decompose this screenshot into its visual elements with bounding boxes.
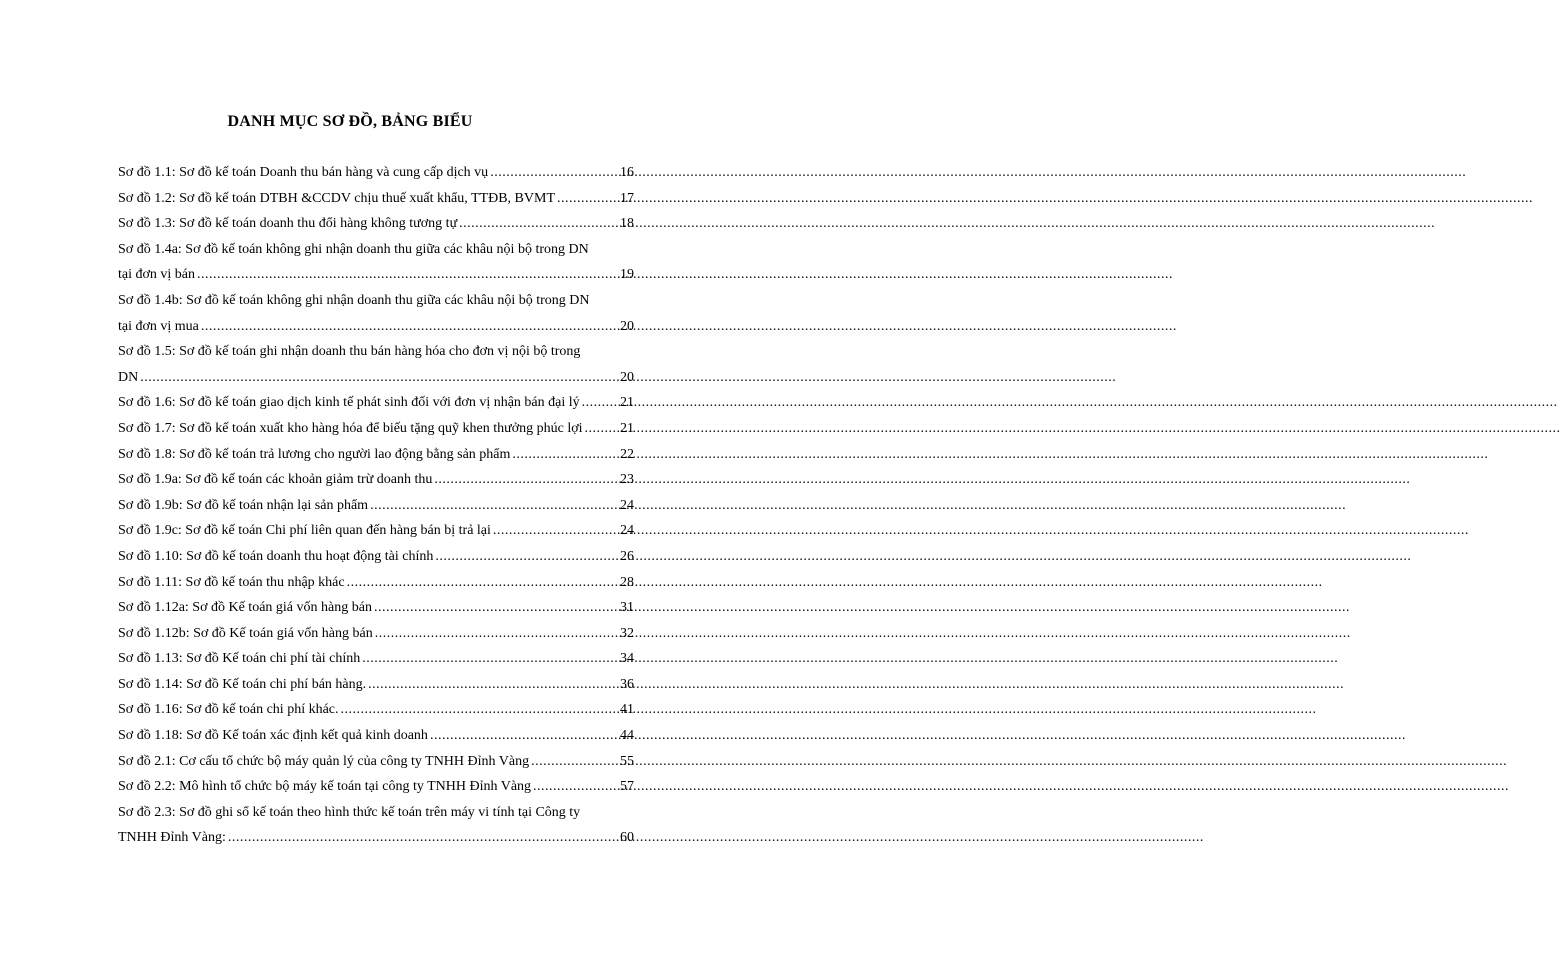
toc-entry: [118, 467, 634, 493]
toc-entry: [118, 800, 634, 851]
dot-leader: [226, 825, 617, 851]
toc-entry-line: [118, 646, 634, 672]
toc-entry-line: [118, 621, 634, 647]
dot-leader: [457, 211, 617, 237]
toc-entry-line: [118, 339, 634, 365]
toc-entry-line: [118, 800, 634, 826]
toc-entry-line: [118, 672, 634, 698]
dot-leader: [580, 390, 617, 416]
toc-entry: [118, 544, 634, 570]
toc-page-number: 20: [620, 318, 634, 334]
toc-entry-line: [118, 518, 634, 544]
toc-entry: [118, 493, 634, 519]
toc-entry: [118, 570, 634, 596]
toc-entry-line: [118, 467, 634, 493]
toc-entry-text: Sơ đồ 1.16: Sơ đồ kế toán chi phí khác.: [118, 702, 339, 718]
toc-page-number: 24: [620, 497, 634, 513]
toc-entry: [118, 390, 634, 416]
dot-leader: [368, 493, 617, 519]
toc-page-number: 32: [620, 625, 634, 641]
toc-entry-line: [118, 416, 634, 442]
toc-page-number: 36: [620, 676, 634, 692]
document-page: [0, 0, 700, 960]
dot-leader: [345, 570, 617, 596]
toc-entry: [118, 211, 634, 237]
dot-leader: [195, 262, 617, 288]
toc-entry: [118, 339, 634, 390]
toc-page-number: 34: [620, 651, 634, 667]
toc-page-number: 21: [620, 420, 634, 436]
toc-page-number: 26: [620, 548, 634, 564]
toc-page-number: 19: [620, 267, 634, 283]
dot-leader: [199, 314, 617, 340]
toc-entry-text: tại đơn vị bán: [118, 267, 195, 283]
toc-entry-line: [118, 749, 634, 775]
toc-entry-text: Sơ đồ 2.3: Sơ đồ ghi sổ kế toán theo hình thức kế toán trên máy vi tính tại Công ty: [118, 804, 581, 820]
toc-entry-text: Sơ đồ 1.2: Sơ đồ kế toán DTBH &CCDV chịu thuế xuất khẩu, TTĐB, BVMT: [118, 190, 556, 206]
dot-leader: [583, 416, 617, 442]
toc-entry-text: tại đơn vị mua: [118, 318, 199, 334]
dot-leader: [366, 672, 617, 698]
toc-entry: [118, 749, 634, 775]
toc-entry-text: Sơ đồ 1.9b: Sơ đồ kế toán nhận lại sản phẩm: [118, 497, 369, 513]
dot-leader: [339, 697, 617, 723]
toc-entry-text: DN: [118, 369, 139, 385]
toc-entry: [118, 442, 634, 468]
toc-page-number: 28: [620, 574, 634, 590]
toc-entry-text: Sơ đồ 1.4a: Sơ đồ kế toán không ghi nhận doanh thu giữa các khâu nội bộ trong DN: [118, 241, 589, 257]
toc-page-number: 24: [620, 523, 634, 539]
dot-leader: [531, 774, 617, 800]
toc-page-number: 16: [620, 165, 634, 180]
dot-leader: [373, 621, 617, 647]
toc-entry-line: [118, 186, 634, 212]
toc-entry-line: [118, 697, 634, 723]
toc-page-number: 20: [620, 369, 634, 385]
dot-leader: [555, 186, 617, 212]
toc-entry-text: Sơ đồ 1.8: Sơ đồ kế toán trả lương cho người lao động bằng sản phẩm: [118, 446, 511, 462]
toc-entry: [118, 288, 634, 339]
toc-entry-line: [118, 390, 634, 416]
toc-entry-text: Sơ đồ 1.5: Sơ đồ kế toán ghi nhận doanh thu bán hàng hóa cho đơn vị nội bộ trong: [118, 344, 581, 360]
toc-entry: [118, 646, 634, 672]
toc-entry-text: Sơ đồ 1.9c: Sơ đồ kế toán Chi phí liên quan đến hàng bán bị trả lại: [118, 523, 491, 539]
toc-entry-text: Sơ đồ 1.11: Sơ đồ kế toán thu nhập khác: [118, 574, 345, 590]
toc-entry-line: [118, 288, 634, 314]
toc-page-number: 55: [620, 753, 634, 769]
toc-page-number: 23: [620, 472, 634, 488]
dot-leader: [372, 595, 617, 621]
toc-entry-text: Sơ đồ 1.4b: Sơ đồ kế toán không ghi nhận doanh thu giữa các khâu nội bộ trong DN: [118, 292, 590, 308]
toc-entry-line: [118, 493, 634, 519]
toc-entry-line: [118, 544, 634, 570]
dot-leader: [529, 749, 617, 775]
toc-entry-text: Sơ đồ 2.2: Mô hình tổ chức bộ máy kế toán tại công ty TNHH Đỉnh Vàng: [118, 779, 532, 795]
toc-entry-line: [118, 825, 634, 851]
toc-page-number: 21: [620, 395, 634, 411]
toc-entry-text: Sơ đồ 1.14: Sơ đồ Kế toán chi phí bán hàng.: [118, 676, 367, 692]
toc-entry-line: [118, 365, 634, 391]
toc-entry-line: [118, 442, 634, 468]
page-title: DANH MỤC SƠ ĐỒ, BẢNG BIỂU: [227, 113, 473, 130]
toc-entry-text: Sơ đồ 1.9a: Sơ đồ kế toán các khoản giảm trừ doanh thu: [118, 472, 433, 488]
dot-leader: [510, 442, 617, 468]
toc-entry: [118, 518, 634, 544]
toc-entry-text: Sơ đồ 1.10: Sơ đồ kế toán doanh thu hoạt động tài chính: [118, 548, 434, 564]
toc-entry: [118, 595, 634, 621]
toc-entry-text: Sơ đồ 1.18: Sơ đồ Kế toán xác định kết quả kinh doanh: [118, 728, 428, 744]
toc-page-number: 41: [620, 702, 634, 718]
toc-entry-line: [118, 774, 634, 800]
toc-page-number: 60: [620, 830, 634, 846]
toc-entry: [118, 416, 634, 442]
toc-entry: [118, 774, 634, 800]
toc-entry-text: Sơ đồ 1.12b: Sơ đồ Kế toán giá vốn hàng bán: [118, 625, 373, 641]
toc-page-number: 44: [620, 728, 634, 744]
toc-entry: [118, 697, 634, 723]
toc-entry-line: [118, 314, 634, 340]
toc-entry-text: TNHH Đỉnh Vàng:: [118, 830, 226, 846]
toc-entry: [118, 186, 634, 212]
toc-entry-line: [118, 160, 634, 186]
toc-entry: [118, 237, 634, 288]
dot-leader: [360, 646, 617, 672]
toc-entry-text: Sơ đồ 1.6: Sơ đồ kế toán giao dịch kinh tế phát sinh đối với đơn vị nhận bán đại lý: [118, 395, 580, 411]
toc-entry: [118, 672, 634, 698]
table-of-contents: [118, 160, 634, 851]
toc-entry-line: [118, 570, 634, 596]
dot-leader: [432, 467, 617, 493]
toc-page-number: 17: [620, 190, 634, 206]
toc-page-number: 31: [620, 600, 634, 616]
dot-leader: [433, 544, 617, 570]
toc-entry-text: Sơ đồ 1.3: Sơ đồ kế toán doanh thu đổi hàng không tương tự: [118, 216, 458, 232]
toc-entry: [118, 723, 634, 749]
toc-entry-line: [118, 237, 634, 263]
dot-leader: [138, 365, 617, 391]
toc-entry-line: [118, 595, 634, 621]
toc-entry: [118, 621, 634, 647]
toc-entry-text: Sơ đồ 1.1: Sơ đồ kế toán Doanh thu bán hàng và cung cấp dịch vụ: [118, 165, 489, 180]
toc-entry-text: Sơ đồ 2.1: Cơ cấu tổ chức bộ máy quản lý của công ty TNHH Đỉnh Vàng: [118, 753, 530, 769]
toc-page-number: 57: [620, 779, 634, 795]
toc-page-number: 18: [620, 216, 634, 232]
toc-page-number: 22: [620, 446, 634, 462]
toc-entry-text: Sơ đồ 1.13: Sơ đồ Kế toán chi phí tài chính: [118, 651, 361, 667]
toc-entry-line: [118, 211, 634, 237]
dot-leader: [491, 518, 617, 544]
toc-entry-text: Sơ đồ 1.12a: Sơ đồ Kế toán giá vốn hàng bán: [118, 600, 372, 616]
toc-entry-line: [118, 723, 634, 749]
toc-entry-line: [118, 262, 634, 288]
dot-leader: [488, 160, 617, 186]
toc-entry-text: Sơ đồ 1.7: Sơ đồ kế toán xuất kho hàng hóa để biếu tặng quỹ khen thưởng phúc lợi: [118, 420, 583, 436]
dot-leader: [428, 723, 617, 749]
toc-entry: [118, 160, 634, 186]
